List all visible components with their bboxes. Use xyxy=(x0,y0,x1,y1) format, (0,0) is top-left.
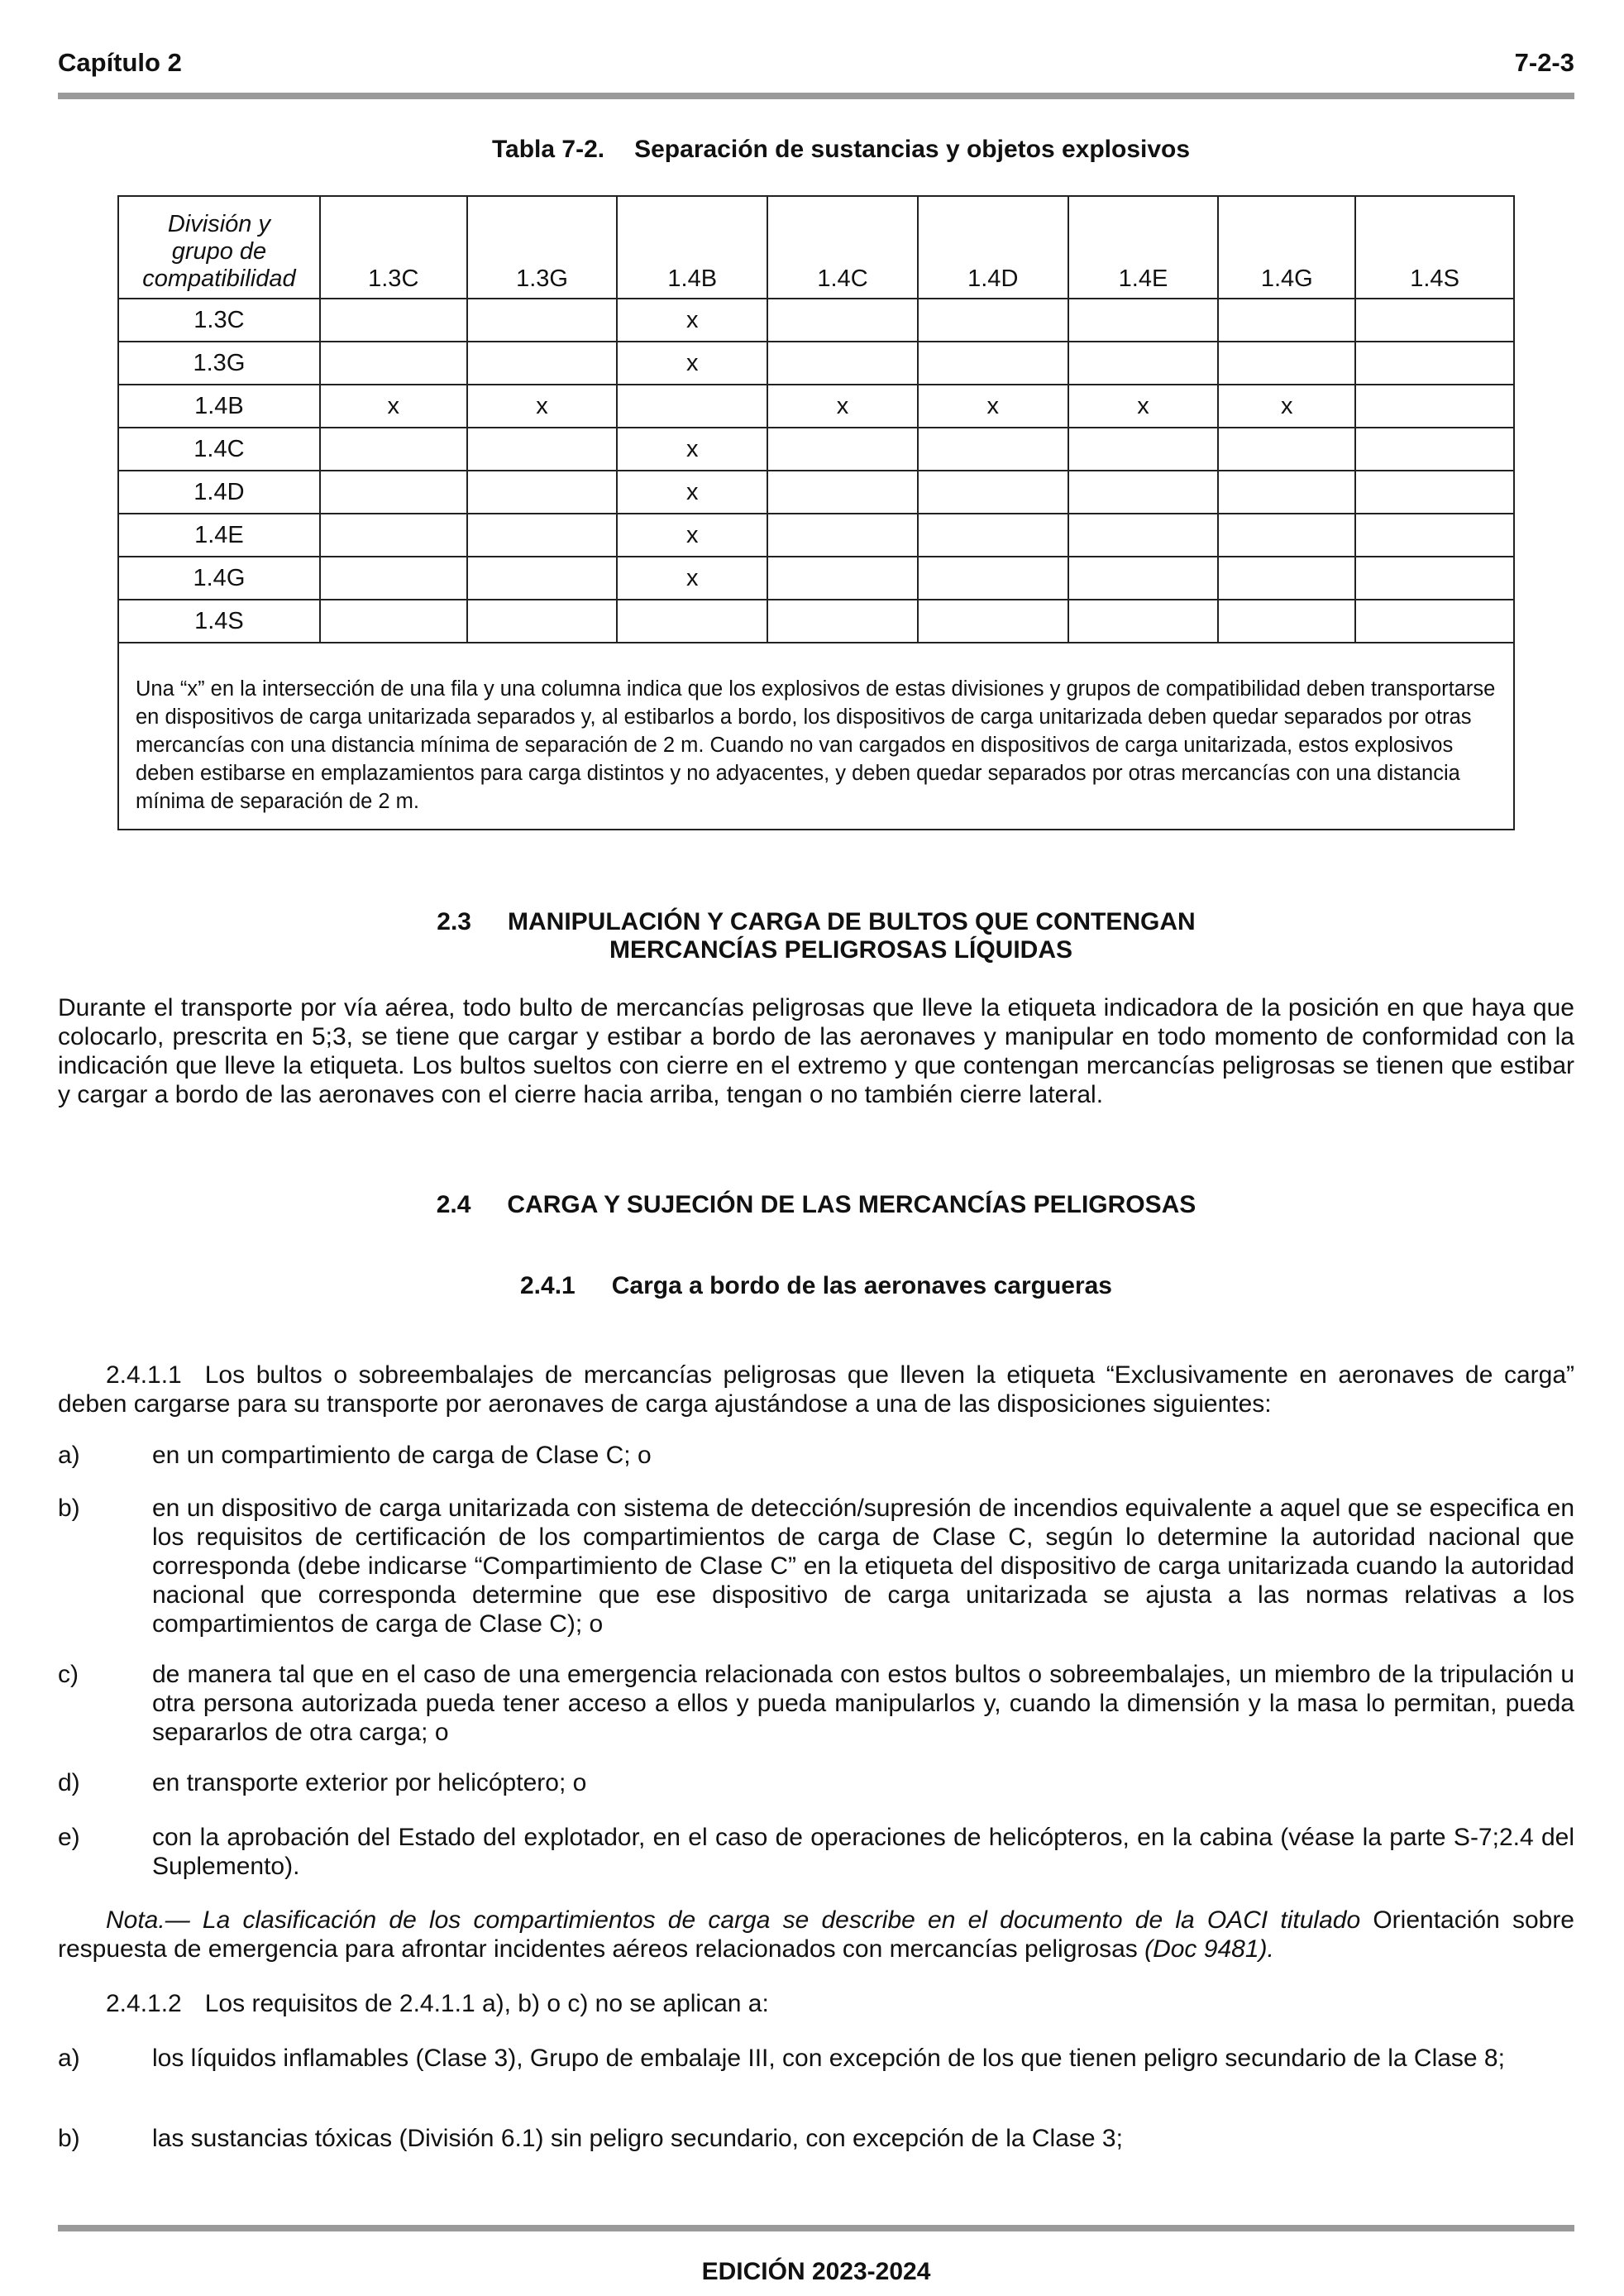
table-cell: x xyxy=(1218,385,1355,428)
list-item xyxy=(58,1768,1574,1797)
section-title: Carga a bordo de las aeronaves cargueras xyxy=(611,1272,1112,1299)
table-cell: x xyxy=(1068,385,1219,428)
section-number: 2.4.1 xyxy=(519,1272,576,1299)
table-cell xyxy=(1218,342,1355,385)
table-cell xyxy=(1355,514,1514,557)
table-cell xyxy=(320,557,467,600)
list-item xyxy=(58,1823,1574,1881)
row-label: 1.4G xyxy=(118,557,320,600)
table-number: Tabla 7-2. xyxy=(491,136,605,163)
table-cell xyxy=(918,557,1068,600)
table-caption xyxy=(58,136,1574,164)
table-cell: x xyxy=(617,299,767,342)
corner-header-line: grupo de xyxy=(171,238,267,265)
table-row xyxy=(118,428,1514,471)
section-title-line: MANIPULACIÓN Y CARGA DE BULTOS QUE CONTENGAN xyxy=(508,908,1196,935)
list-item-text: en un dispositivo de carga unitarizada con sistema de detección/supresión de incendios equivalente a aquel que se especifica en los requisitos de certificación de los compartimientos de carga de Clase C, según lo determine la autoridad nacional que corresponda (debe indicarse “Compartimiento de Clase C” en la etiqueta del dispositivo de carga unitarizada cuando la autoridad nacional que corresponda determine que ese dispositivo de carga unitarizada se ajusta a las normas relativas a los compartimientos de carga de Clase C); o xyxy=(152,1495,1574,1638)
corner-header-line: División y xyxy=(167,211,270,237)
table-row xyxy=(118,600,1514,643)
row-label: 1.4S xyxy=(118,600,320,643)
section-2-4-1-heading xyxy=(58,1272,1574,1300)
table-cell xyxy=(320,428,467,471)
section-title-line: MERCANCÍAS PELIGROSAS LÍQUIDAS xyxy=(609,936,1073,964)
table-cell xyxy=(320,299,467,342)
table-cell xyxy=(1218,299,1355,342)
paragraph-number: 2.4.1.1 xyxy=(106,1361,182,1389)
table-cell xyxy=(1355,342,1514,385)
list-item xyxy=(58,2124,1574,2153)
list-item-label: a) xyxy=(58,2045,80,2072)
table-cell: x xyxy=(320,385,467,428)
column-header: 1.4S xyxy=(1355,196,1514,299)
header-rule xyxy=(58,93,1574,99)
table-row xyxy=(118,385,1514,428)
paragraph-2-4-1-1 xyxy=(58,1361,1574,1418)
table-cell xyxy=(1068,514,1219,557)
column-header: 1.4G xyxy=(1218,196,1355,299)
table-title: Separación de sustancias y objetos explosivos xyxy=(634,136,1191,163)
paragraph-2-4-1-2 xyxy=(58,1989,1574,2018)
table-cell: x xyxy=(617,471,767,514)
table-cell: x xyxy=(617,342,767,385)
table-cell: x xyxy=(617,514,767,557)
paragraph-number: 2.4.1.2 xyxy=(106,1990,182,2017)
table-cell xyxy=(617,600,767,643)
table-cell xyxy=(918,342,1068,385)
table-row xyxy=(118,557,1514,600)
table-cell xyxy=(1068,342,1219,385)
table-cell xyxy=(767,428,918,471)
list-item-label: c) xyxy=(58,1661,79,1688)
table-cell: x xyxy=(918,385,1068,428)
chapter-label: Capítulo 2 xyxy=(58,48,182,77)
table-cell xyxy=(767,600,918,643)
edition-footer: EDICIÓN 2023-2024 xyxy=(701,2258,931,2285)
table-cell xyxy=(1068,557,1219,600)
table-cell xyxy=(918,600,1068,643)
separation-table xyxy=(117,195,1515,830)
footer-rule xyxy=(58,2225,1574,2231)
row-label: 1.4D xyxy=(118,471,320,514)
note-lead: Nota.— xyxy=(106,1906,190,1934)
list-item xyxy=(58,2044,1574,2073)
table-cell xyxy=(918,471,1068,514)
table-cell xyxy=(1068,299,1219,342)
table-cell xyxy=(467,299,618,342)
table-cell xyxy=(1218,428,1355,471)
table-cell xyxy=(767,299,918,342)
table-cell xyxy=(1218,557,1355,600)
list-item xyxy=(58,1441,1574,1470)
list-item-text: las sustancias tóxicas (División 6.1) sin peligro secundario, con excepción de la Clase 3; xyxy=(152,2125,1123,2152)
row-label: 1.4C xyxy=(118,428,320,471)
table-note-row xyxy=(118,643,1514,830)
table-cell: x xyxy=(617,557,767,600)
note-text: La clasificación de los compartimientos de carga se describe en el documento de la OACI titulado xyxy=(189,1906,1373,1934)
column-header: 1.4B xyxy=(617,196,767,299)
table-cell xyxy=(467,342,618,385)
table-cell xyxy=(467,514,618,557)
doc-title: Orientación sobre respuesta de emergencia para afrontar incidentes aéreos relacionados con mercancías peligrosas xyxy=(58,1906,1574,1963)
list-item-text: en un compartimiento de carga de Clase C; o xyxy=(152,1442,652,1469)
row-label: 1.4B xyxy=(118,385,320,428)
section-number: 2.3 xyxy=(437,908,471,935)
table-cell xyxy=(1355,471,1514,514)
paragraph-text: Los requisitos de 2.4.1.1 a), b) o c) no se aplican a: xyxy=(204,1990,769,2017)
list-item-text: en transporte exterior por helicóptero; o xyxy=(152,1769,587,1796)
list-item-text: de manera tal que en el caso de una emergencia relacionada con estos bultos o sobreembalajes, un miembro de la tripulación u otra persona autorizada pueda tener acceso a ellos y pueda manipularlos y, cuando la dimensión y la masa lo permitan, pueda separarlos de otra carga; o xyxy=(152,1661,1574,1746)
table-cell xyxy=(320,342,467,385)
table-cell xyxy=(1068,428,1219,471)
list-item-text: con la aprobación del Estado del explotador, en el caso de operaciones de helicópteros, en la cabina (véase la parte S-7;2.4 del Suplemento). xyxy=(152,1824,1574,1880)
page-number: 7-2-3 xyxy=(1514,48,1574,77)
doc-reference: (Doc 9481). xyxy=(1137,1935,1274,1963)
table-cell xyxy=(767,557,918,600)
table-header-row xyxy=(118,196,1514,299)
table-cell xyxy=(767,342,918,385)
column-header: 1.4D xyxy=(918,196,1068,299)
table-cell xyxy=(1355,299,1514,342)
column-header: 1.4C xyxy=(767,196,918,299)
table-cell xyxy=(1355,428,1514,471)
corner-header-line: compatibilidad xyxy=(142,265,296,292)
table-cell xyxy=(1218,600,1355,643)
note-paragraph xyxy=(58,1906,1574,1964)
section-2-3-heading xyxy=(58,908,1574,964)
table-cell xyxy=(1355,557,1514,600)
section-2-4-heading xyxy=(58,1191,1574,1219)
row-label: 1.4E xyxy=(118,514,320,557)
list-item-label: e) xyxy=(58,1824,80,1851)
column-header: 1.3C xyxy=(320,196,467,299)
list-item-label: b) xyxy=(58,2125,80,2152)
table-cell xyxy=(1068,471,1219,514)
table-row xyxy=(118,342,1514,385)
paragraph-text: Los bultos o sobreembalajes de mercancías peligrosas que lleven la etiqueta “Exclusivamente en aeronaves de carga” deben cargarse para su transporte por aeronaves de carga ajustándose a una de las disposiciones siguientes: xyxy=(58,1361,1574,1418)
section-title: CARGA Y SUJECIÓN DE LAS MERCANCÍAS PELIGROSAS xyxy=(507,1191,1197,1218)
table-cell: x xyxy=(467,385,618,428)
table-cell xyxy=(1068,600,1219,643)
list-item xyxy=(58,1660,1574,1747)
list-item-text: los líquidos inflamables (Clase 3), Grupo de embalaje III, con excepción de los que tienen peligro secundario de la Clase 8; xyxy=(152,2045,1505,2072)
row-label: 1.3C xyxy=(118,299,320,342)
table-cell: x xyxy=(767,385,918,428)
section-2-3-body: Durante el transporte por vía aérea, todo bulto de mercancías peligrosas que lleve la etiqueta indicadora de la posición en que haya que colocarlo, prescrita en 5;3, se tiene que cargar y estibar a bordo de las aeronaves y manipular en todo momento de conformidad con la indicación que lleve la etiqueta. Los bultos sueltos con cierre en el extremo y que contengan mercancías peligrosas se tienen que estibar y cargar a bordo de las aeronaves con el cierre hacia arriba, tengan o no también cierre lateral. xyxy=(58,994,1574,1108)
table-note: Una “x” en la intersección de una fila y una columna indica que los explosivos de estas divisiones y grupos de compatibilidad deben transportarse en dispositivos de carga unitarizada separados y, al estibarlos a bordo, los dispositivos de carga unitarizada deben quedar separados por otras mercancías con una distancia mínima de separación de 2 m. Cuando no van cargados en dispositivos de carga unitarizada, estos explosivos deben estibarse en emplazamientos para carga distintos y no adyacentes, y deben quedar separados por otras mercancías con una distancia mínima de separación de 2 m. xyxy=(118,643,1514,830)
table-cell xyxy=(767,514,918,557)
table-cell xyxy=(918,428,1068,471)
running-header xyxy=(58,48,1574,84)
list-item-label: d) xyxy=(58,1769,80,1796)
table-cell: x xyxy=(617,428,767,471)
table-cell xyxy=(617,385,767,428)
corner-header xyxy=(118,196,320,299)
table-cell xyxy=(918,299,1068,342)
row-label: 1.3G xyxy=(118,342,320,385)
list-item-label: a) xyxy=(58,1442,80,1469)
table-cell xyxy=(1218,471,1355,514)
column-header: 1.4E xyxy=(1068,196,1219,299)
list-item-label: b) xyxy=(58,1495,80,1522)
table-cell xyxy=(467,428,618,471)
column-header: 1.3G xyxy=(467,196,618,299)
table-cell xyxy=(467,557,618,600)
table-cell xyxy=(1355,600,1514,643)
table-cell xyxy=(467,471,618,514)
table-row xyxy=(118,471,1514,514)
table-row xyxy=(118,514,1514,557)
table-cell xyxy=(467,600,618,643)
table-cell xyxy=(320,600,467,643)
table-cell xyxy=(320,471,467,514)
list-item xyxy=(58,1494,1574,1638)
section-number: 2.4 xyxy=(436,1191,471,1218)
table-cell xyxy=(918,514,1068,557)
table-cell xyxy=(1218,514,1355,557)
table-cell xyxy=(320,514,467,557)
table-cell xyxy=(767,471,918,514)
table-row xyxy=(118,299,1514,342)
table-cell xyxy=(1355,385,1514,428)
